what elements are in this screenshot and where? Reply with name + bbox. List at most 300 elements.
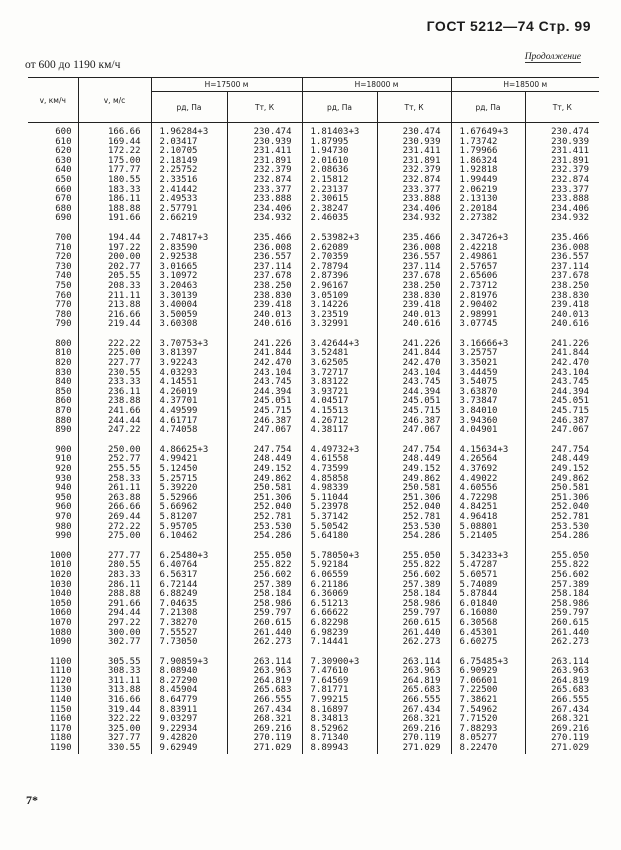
- col-header-v-kmh: v, км/ч: [28, 78, 78, 123]
- cell-t: 247.754: [377, 446, 451, 456]
- cell-t: 257.389: [525, 581, 599, 591]
- cell-t: 245.715: [227, 407, 302, 417]
- cell-p: 2.87396: [302, 272, 377, 282]
- cell-t: 265.683: [525, 686, 599, 696]
- cell-t: 256.602: [377, 571, 451, 581]
- cell-v-ms: 230.55: [78, 369, 151, 379]
- cell-p: 6.82298: [302, 619, 377, 629]
- cell-t: 261.440: [377, 629, 451, 639]
- cell-v-ms: 225.00: [78, 349, 151, 359]
- cell-t: 234.932: [377, 214, 451, 224]
- cell-t: 233.377: [525, 186, 599, 196]
- cell-p: 5.95705: [151, 523, 227, 533]
- cell-v-ms: 302.77: [78, 638, 151, 648]
- cell-p: 6.98239: [302, 629, 377, 639]
- cell-p: 2.92538: [151, 253, 227, 263]
- cell-p: 2.65606: [451, 272, 525, 282]
- cell-v-ms: 197.22: [78, 244, 151, 254]
- cell-t: 252.040: [227, 503, 302, 513]
- cell-t: 245.715: [525, 407, 599, 417]
- cell-p: 6.36069: [302, 590, 377, 600]
- cell-p: 5.34233+3: [451, 552, 525, 562]
- cell-t: 266.555: [525, 696, 599, 706]
- cell-t: 270.119: [227, 734, 302, 744]
- cell-p: 6.40764: [151, 561, 227, 571]
- cell-p: 4.49022: [451, 475, 525, 485]
- cell-p: 8.27290: [151, 677, 227, 687]
- cell-v-ms: 177.77: [78, 166, 151, 176]
- cell-v-kmh: 960: [55, 502, 72, 513]
- cell-t: 244.394: [227, 388, 302, 398]
- cell-t: 264.819: [525, 677, 599, 687]
- cell-v-kmh: 1180: [49, 733, 72, 744]
- cell-t: 234.406: [377, 205, 451, 215]
- cell-p: 3.32991: [302, 320, 377, 330]
- cell-v-ms: 238.88: [78, 397, 151, 407]
- cell-v-kmh: 730: [55, 261, 72, 272]
- cell-v-kmh: 690: [55, 213, 72, 224]
- cell-t: 231.891: [377, 157, 451, 167]
- cell-v-ms: 283.33: [78, 571, 151, 581]
- cell-t: 259.797: [377, 609, 451, 619]
- cell-t: 241.226: [227, 340, 302, 350]
- cell-v-kmh: 1150: [49, 704, 72, 715]
- cell-t: 247.754: [525, 446, 599, 456]
- cell-t: 238.250: [377, 282, 451, 292]
- cell-v-kmh: 810: [55, 348, 72, 359]
- cell-p: 7.14441: [302, 638, 377, 648]
- cell-t: 250.581: [377, 484, 451, 494]
- cell-p: 2.38247: [302, 205, 377, 215]
- cell-p: 4.26019: [151, 388, 227, 398]
- cell-p: 5.21405: [451, 532, 525, 542]
- cell-v-kmh: 1100: [49, 656, 72, 667]
- cell-v-kmh: 1140: [49, 695, 72, 706]
- cell-v-ms: 252.77: [78, 455, 151, 465]
- cell-t: 240.013: [525, 311, 599, 321]
- cell-p: 4.61717: [151, 417, 227, 427]
- cell-t: 255.050: [525, 552, 599, 562]
- cell-t: 256.602: [227, 571, 302, 581]
- cell-t: 239.418: [377, 301, 451, 311]
- cell-t: 263.114: [377, 658, 451, 668]
- cell-t: 234.932: [227, 214, 302, 224]
- cell-t: 270.119: [377, 734, 451, 744]
- cell-t: 258.986: [227, 600, 302, 610]
- cell-v-kmh: 1050: [49, 598, 72, 609]
- cell-v-kmh: 660: [55, 184, 72, 195]
- cell-p: 6.66622: [302, 609, 377, 619]
- cell-t: 232.874: [227, 176, 302, 186]
- cell-t: 236.557: [377, 253, 451, 263]
- cell-t: 239.418: [525, 301, 599, 311]
- cell-t: 251.306: [227, 494, 302, 504]
- cell-t: 255.822: [227, 561, 302, 571]
- cell-p: 3.60308: [151, 320, 227, 330]
- cell-p: 1.73742: [451, 138, 525, 148]
- cell-p: 4.38117: [302, 426, 377, 436]
- cell-p: 5.64180: [302, 532, 377, 542]
- cell-t: 266.555: [377, 696, 451, 706]
- cell-v-ms: 280.55: [78, 561, 151, 571]
- cell-p: 3.62505: [302, 359, 377, 369]
- cell-t: 237.114: [227, 263, 302, 273]
- cell-p: 1.79966: [451, 147, 525, 157]
- cell-p: 4.03293: [151, 369, 227, 379]
- cell-t: 255.822: [525, 561, 599, 571]
- cell-p: 2.33516: [151, 176, 227, 186]
- cell-p: 2.96167: [302, 282, 377, 292]
- cell-p: 2.10705: [151, 147, 227, 157]
- cell-p: 4.98339: [302, 484, 377, 494]
- cell-t: 255.050: [227, 552, 302, 562]
- cell-p: 4.26712: [302, 417, 377, 427]
- cell-p: 7.38621: [451, 696, 525, 706]
- cell-p: 7.47610: [302, 667, 377, 677]
- cell-v-kmh: 610: [55, 136, 72, 147]
- cell-t: 250.581: [525, 484, 599, 494]
- cell-v-ms: 233.33: [78, 378, 151, 388]
- cell-p: 5.92184: [302, 561, 377, 571]
- cell-p: 7.99215: [302, 696, 377, 706]
- cell-v-ms: 291.66: [78, 600, 151, 610]
- cell-p: 8.71340: [302, 734, 377, 744]
- cell-t: 260.615: [377, 619, 451, 629]
- cell-t: 243.104: [377, 369, 451, 379]
- cell-v-ms: 191.66: [78, 214, 151, 224]
- cell-t: 238.830: [525, 292, 599, 302]
- cell-p: 1.67649+3: [451, 123, 525, 138]
- cell-p: 5.78050+3: [302, 552, 377, 562]
- cell-v-kmh: 1020: [49, 569, 72, 580]
- cell-t: 254.286: [525, 532, 599, 542]
- cell-t: 261.440: [227, 629, 302, 639]
- cell-v-kmh: 740: [55, 271, 72, 282]
- cell-t: 240.616: [227, 320, 302, 330]
- cell-t: 230.474: [227, 123, 302, 138]
- cell-v-kmh: 980: [55, 521, 72, 532]
- cell-p: 4.86625+3: [151, 446, 227, 456]
- cell-t: 231.411: [377, 147, 451, 157]
- cell-v-ms: 188.88: [78, 205, 151, 215]
- cell-t: 257.389: [377, 581, 451, 591]
- cell-v-kmh: 900: [55, 444, 72, 455]
- table-row: [28, 638, 599, 648]
- cell-v-kmh: 1120: [49, 675, 72, 686]
- sub-header-t: Tт, К: [227, 92, 302, 123]
- cell-t: 269.216: [525, 725, 599, 735]
- cell-t: 241.844: [525, 349, 599, 359]
- cell-t: 249.862: [377, 475, 451, 485]
- cell-t: 232.874: [525, 176, 599, 186]
- cell-t: 270.119: [525, 734, 599, 744]
- cell-p: 5.08801: [451, 523, 525, 533]
- cell-p: 7.06601: [451, 677, 525, 687]
- cell-t: 239.418: [227, 301, 302, 311]
- cell-p: 8.83911: [151, 706, 227, 716]
- cell-t: 238.250: [227, 282, 302, 292]
- cell-t: 236.008: [227, 244, 302, 254]
- cell-p: 2.78794: [302, 263, 377, 273]
- cell-p: 8.05277: [451, 734, 525, 744]
- cell-t: 252.781: [525, 513, 599, 523]
- cell-v-kmh: 630: [55, 155, 72, 166]
- cell-v-ms: 219.44: [78, 320, 151, 330]
- cell-p: 2.06219: [451, 186, 525, 196]
- cell-v-ms: 272.22: [78, 523, 151, 533]
- cell-t: 268.321: [377, 715, 451, 725]
- cell-p: 6.45301: [451, 629, 525, 639]
- cell-p: 2.15812: [302, 176, 377, 186]
- cell-v-ms: 263.88: [78, 494, 151, 504]
- cell-p: 4.84251: [451, 503, 525, 513]
- cell-p: 6.21186: [302, 581, 377, 591]
- cell-t: 259.797: [525, 609, 599, 619]
- cell-p: 4.15634+3: [451, 446, 525, 456]
- cell-p: 2.01610: [302, 157, 377, 167]
- cell-p: 4.49599: [151, 407, 227, 417]
- cell-v-ms: 227.77: [78, 359, 151, 369]
- cell-p: 4.49732+3: [302, 446, 377, 456]
- cell-v-kmh: 880: [55, 415, 72, 426]
- cell-p: 1.99449: [451, 176, 525, 186]
- table-row: [28, 426, 599, 436]
- cell-p: 2.81976: [451, 292, 525, 302]
- cell-p: 2.41442: [151, 186, 227, 196]
- cell-p: 2.62089: [302, 244, 377, 254]
- cell-v-ms: 211.11: [78, 292, 151, 302]
- table-row: [28, 123, 599, 138]
- table-row: [28, 744, 599, 754]
- cell-t: 237.678: [227, 272, 302, 282]
- cell-p: 1.94730: [302, 147, 377, 157]
- cell-p: 2.83590: [151, 244, 227, 254]
- cell-v-ms: 330.55: [78, 744, 151, 754]
- cell-p: 4.96418: [451, 513, 525, 523]
- cell-p: 3.23519: [302, 311, 377, 321]
- cell-t: 247.067: [525, 426, 599, 436]
- cell-t: 258.184: [525, 590, 599, 600]
- cell-t: 243.745: [227, 378, 302, 388]
- cell-t: 240.616: [377, 320, 451, 330]
- cell-t: 260.615: [227, 619, 302, 629]
- cell-t: 244.394: [525, 388, 599, 398]
- cell-p: 2.74817+3: [151, 234, 227, 244]
- cell-p: 3.50059: [151, 311, 227, 321]
- cell-p: 3.72717: [302, 369, 377, 379]
- cell-t: 260.615: [525, 619, 599, 629]
- cell-v-ms: 286.11: [78, 581, 151, 591]
- cell-p: 2.66219: [151, 214, 227, 224]
- cell-p: 3.35021: [451, 359, 525, 369]
- cell-t: 238.830: [377, 292, 451, 302]
- cell-p: 4.60556: [451, 484, 525, 494]
- cell-v-ms: 266.66: [78, 503, 151, 513]
- cell-p: 1.92818: [451, 166, 525, 176]
- cell-p: 3.40004: [151, 301, 227, 311]
- range-label: от 600 до 1190 км/ч: [25, 59, 121, 71]
- cell-v-kmh: 670: [55, 194, 72, 205]
- cell-v-kmh: 760: [55, 290, 72, 301]
- cell-v-ms: 208.33: [78, 282, 151, 292]
- col-header-v-ms: v, м/с: [78, 78, 151, 123]
- cell-t: 232.874: [377, 176, 451, 186]
- cell-t: 241.226: [377, 340, 451, 350]
- cell-t: 263.963: [377, 667, 451, 677]
- cell-p: 7.38270: [151, 619, 227, 629]
- cell-t: 263.963: [525, 667, 599, 677]
- cell-v-kmh: 870: [55, 406, 72, 417]
- cell-p: 5.25715: [151, 475, 227, 485]
- cell-t: 240.013: [227, 311, 302, 321]
- cell-v-kmh: 970: [55, 511, 72, 522]
- cell-v-ms: 275.00: [78, 532, 151, 542]
- cell-v-ms: 316.66: [78, 696, 151, 706]
- cell-t: 264.819: [227, 677, 302, 687]
- cell-p: 8.34813: [302, 715, 377, 725]
- cell-p: 5.11044: [302, 494, 377, 504]
- cell-v-ms: 319.44: [78, 706, 151, 716]
- cell-p: 9.62949: [151, 744, 227, 754]
- cell-t: 267.434: [377, 706, 451, 716]
- cell-t: 237.114: [377, 263, 451, 273]
- cell-p: 2.70359: [302, 253, 377, 263]
- cell-v-kmh: 640: [55, 165, 72, 176]
- cell-p: 2.73712: [451, 282, 525, 292]
- cell-p: 4.99421: [151, 455, 227, 465]
- cell-p: 5.81207: [151, 513, 227, 523]
- cell-v-kmh: 800: [55, 338, 72, 349]
- cell-t: 245.051: [227, 397, 302, 407]
- cell-v-kmh: 1130: [49, 685, 72, 696]
- cell-t: 243.104: [227, 369, 302, 379]
- cell-t: 247.754: [227, 446, 302, 456]
- cell-v-kmh: 950: [55, 492, 72, 503]
- cell-t: 246.387: [377, 417, 451, 427]
- cell-v-ms: 269.44: [78, 513, 151, 523]
- sub-header-t: Tт, К: [377, 92, 451, 123]
- cell-t: 271.029: [377, 744, 451, 754]
- cell-t: 259.797: [227, 609, 302, 619]
- cell-p: 5.87844: [451, 590, 525, 600]
- sub-header-p: pд, Па: [302, 92, 377, 123]
- cell-v-kmh: 720: [55, 252, 72, 263]
- cell-p: 7.88293: [451, 725, 525, 735]
- cell-v-ms: 236.11: [78, 388, 151, 398]
- cell-v-kmh: 920: [55, 464, 72, 474]
- cell-v-kmh: 1080: [49, 627, 72, 638]
- cell-t: 230.474: [377, 123, 451, 138]
- cell-t: 230.474: [525, 123, 599, 138]
- cell-t: 243.745: [525, 378, 599, 388]
- cell-v-kmh: 700: [55, 232, 72, 243]
- cell-t: 251.306: [525, 494, 599, 504]
- sub-header-p: pд, Па: [151, 92, 227, 123]
- cell-v-ms: 261.11: [78, 484, 151, 494]
- cell-p: 3.54075: [451, 378, 525, 388]
- cell-t: 252.040: [377, 503, 451, 513]
- cell-t: 254.286: [227, 532, 302, 542]
- cell-p: 5.74089: [451, 581, 525, 591]
- cell-v-ms: 175.00: [78, 157, 151, 167]
- cell-t: 262.273: [377, 638, 451, 648]
- cell-p: 7.81771: [302, 686, 377, 696]
- cell-v-kmh: 820: [55, 358, 72, 369]
- cell-p: 5.52966: [151, 494, 227, 504]
- cell-v-ms: 300.00: [78, 629, 151, 639]
- cell-p: 5.66962: [151, 503, 227, 513]
- cell-p: 1.87995: [302, 138, 377, 148]
- cell-p: 1.96284+3: [151, 123, 227, 138]
- cell-t: 240.616: [525, 320, 599, 330]
- cell-t: 254.286: [377, 532, 451, 542]
- cell-p: 9.42820: [151, 734, 227, 744]
- cell-p: 2.27382: [451, 214, 525, 224]
- cell-v-kmh: 1030: [49, 579, 72, 590]
- cell-p: 3.83122: [302, 378, 377, 388]
- cell-p: 6.10462: [151, 532, 227, 542]
- cell-t: 255.050: [377, 552, 451, 562]
- cell-t: 258.986: [525, 600, 599, 610]
- cell-t: 268.321: [227, 715, 302, 725]
- cell-t: 232.379: [377, 166, 451, 176]
- cell-p: 4.04901: [451, 426, 525, 436]
- cell-t: 247.067: [377, 426, 451, 436]
- cell-t: 266.555: [227, 696, 302, 706]
- cell-p: 6.72144: [151, 581, 227, 591]
- cell-v-kmh: 680: [55, 203, 72, 214]
- cell-t: 245.051: [377, 397, 451, 407]
- cell-t: 269.216: [227, 725, 302, 735]
- cell-p: 5.47287: [451, 561, 525, 571]
- cell-p: 3.14226: [302, 301, 377, 311]
- cell-t: 243.745: [377, 378, 451, 388]
- cell-v-kmh: 830: [55, 367, 72, 378]
- cell-p: 7.55527: [151, 629, 227, 639]
- cell-p: 2.08636: [302, 166, 377, 176]
- cell-p: 3.81397: [151, 349, 227, 359]
- cell-v-ms: 180.55: [78, 176, 151, 186]
- cell-t: 242.470: [525, 359, 599, 369]
- cell-v-ms: 294.44: [78, 609, 151, 619]
- cell-t: 249.152: [227, 465, 302, 475]
- cell-t: 267.434: [227, 706, 302, 716]
- cell-t: 249.152: [377, 465, 451, 475]
- sub-header-p: pд, Па: [451, 92, 525, 123]
- cell-p: 4.26564: [451, 455, 525, 465]
- cell-p: 3.44459: [451, 369, 525, 379]
- table-row: [28, 214, 599, 224]
- cell-t: 233.888: [377, 195, 451, 205]
- cell-t: 231.411: [227, 147, 302, 157]
- cell-v-ms: 200.00: [78, 253, 151, 263]
- cell-p: 1.86324: [451, 157, 525, 167]
- cell-v-ms: 288.88: [78, 590, 151, 600]
- cell-v-kmh: 1160: [49, 714, 72, 725]
- cell-t: 242.470: [227, 359, 302, 369]
- cell-p: 4.37692: [451, 465, 525, 475]
- cell-t: 234.406: [227, 205, 302, 215]
- cell-t: 271.029: [525, 744, 599, 754]
- cell-p: 6.90929: [451, 667, 525, 677]
- cell-p: 2.46035: [302, 214, 377, 224]
- cell-p: 7.90859+3: [151, 658, 227, 668]
- cell-t: 255.822: [377, 561, 451, 571]
- cell-v-ms: 216.66: [78, 311, 151, 321]
- cell-v-kmh: 940: [55, 483, 72, 494]
- cell-p: 6.01840: [451, 600, 525, 610]
- cell-t: 241.226: [525, 340, 599, 350]
